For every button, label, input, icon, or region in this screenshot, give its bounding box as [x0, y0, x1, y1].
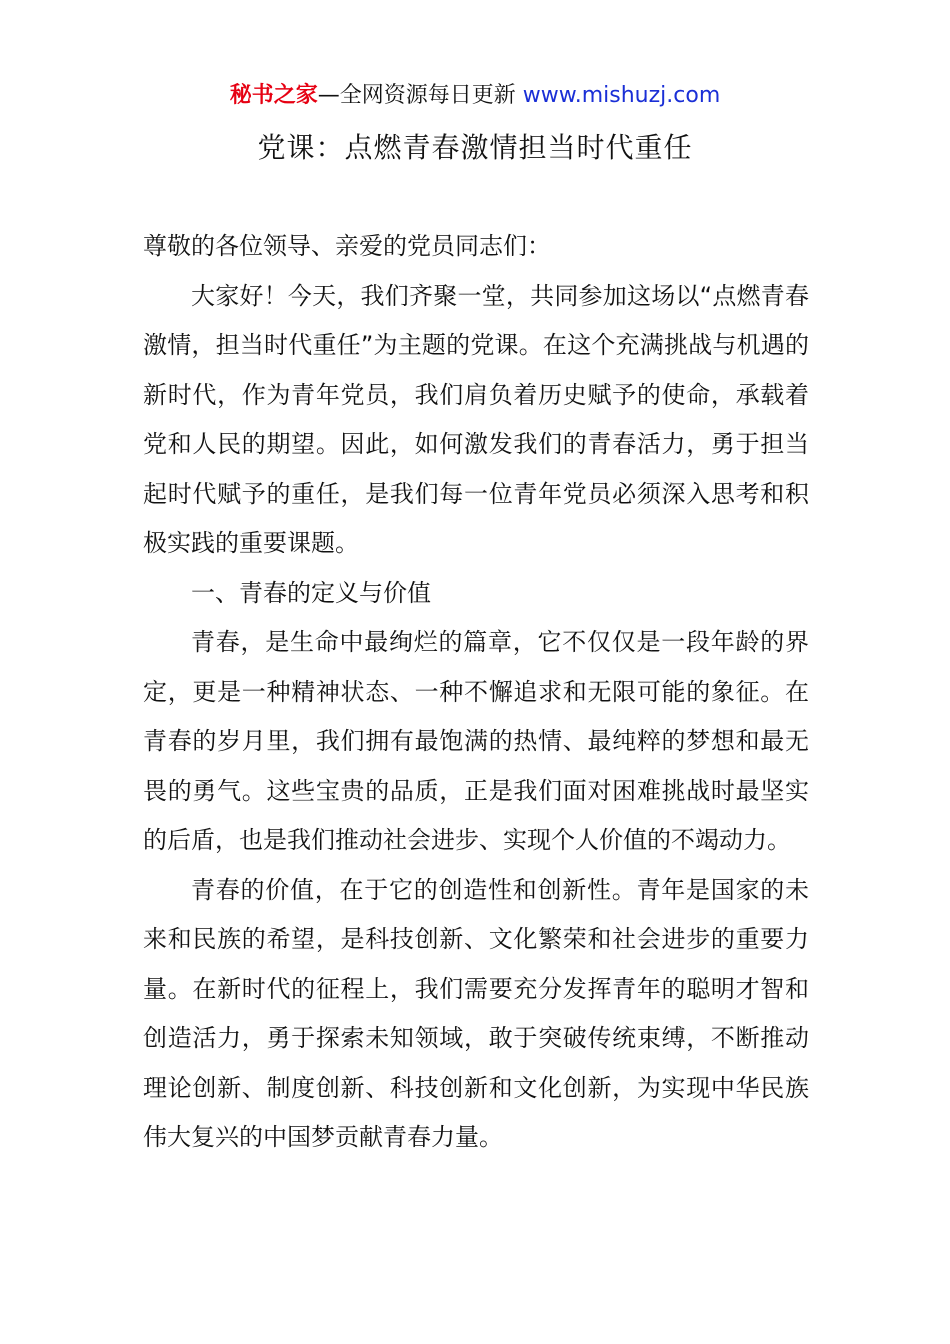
document-body	[143, 222, 809, 1163]
salutation: 尊敬的各位领导、亲爱的党员同志们：	[143, 232, 551, 260]
paragraph-opening: 大家好！今天，我们齐聚一堂，共同参加这场以“点燃青春激情，担当时代重任”为主题的党课。在这个充满挑战与机遇的新时代，作为青年党员，我们肩负着历史赋予的使命，承载着党和人民的期望。因此，如何激发我们的青春活力，勇于担当起时代赋予的重任，是我们每一位青年党员必须深入思考和积极实践的重要课题。	[143, 281, 809, 557]
site-url-link[interactable]: www.mishuzj.com	[522, 83, 721, 108]
document-title: 党课：点燃青春激情担当时代重任	[257, 131, 693, 164]
section-heading: 一、青春的定义与价值	[191, 578, 431, 607]
paragraph-youth-value: 青春的价值，在于它的创造性和创新性。青年是国家的未来和民族的希望，是科技创新、文化繁荣和社会进步的重要力量。在新时代的征程上，我们需要充分发挥青年的聪明才智和创造活力，勇于探索未知领域，敢于突破传统束缚，不断推动理论创新、制度创新、科技创新和文化创新，为实现中华民族伟大复兴的中国梦贡献青春力量。	[143, 875, 809, 1151]
header-banner	[0, 80, 950, 112]
paragraph-youth-definition: 青春，是生命中最绚烂的篇章，它不仅仅是一段年龄的界定，更是一种精神状态、一种不懈追求和无限可能的象征。在青春的岁月里，我们拥有最饱满的热情、最纯粹的梦想和最无畏的勇气。这些宝贵的品质，正是我们面对困难挑战时最坚实的后盾，也是我们推动社会进步、实现个人价值的不竭动力。	[143, 628, 809, 854]
header-slogan: —全网资源每日更新	[317, 83, 516, 108]
brand-name: 秘书之家	[229, 83, 318, 108]
